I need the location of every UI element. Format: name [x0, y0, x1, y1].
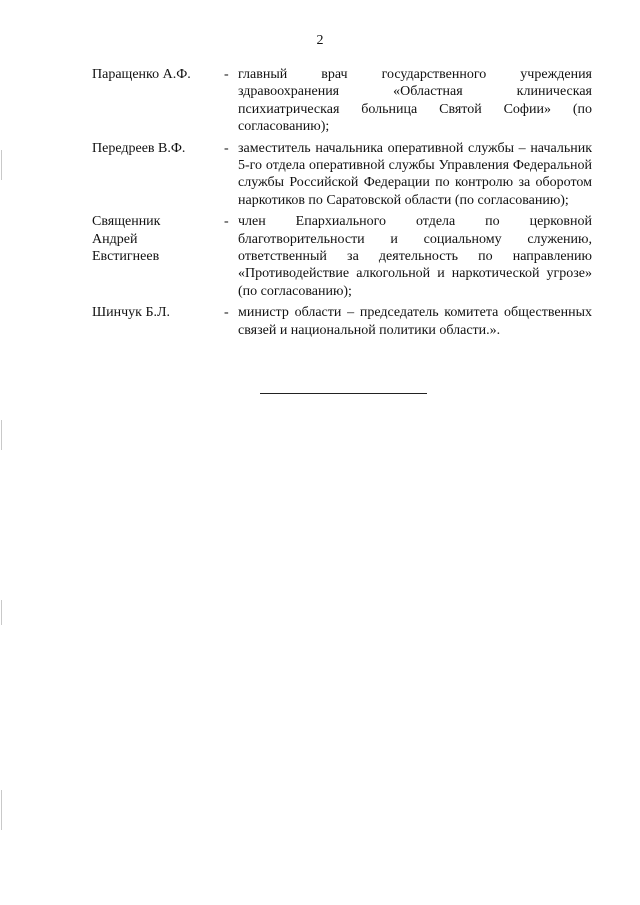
member-name-line: Андрей: [92, 231, 138, 247]
member-name: [92, 304, 224, 321]
member-role: министр области – председатель комитета общественных связей и национальной политики области.».: [238, 305, 592, 338]
entry-dash: -: [224, 140, 229, 156]
member-name-line: Евстигнеев: [92, 249, 160, 265]
entry-dash: -: [224, 67, 229, 82]
scan-edge-mark: [1, 150, 2, 180]
member-role: член Епархиального отдела по церковной благотворительности и социальному служению, ответственный за деятельность по направлению «Противодействие алкогольной и наркотической угрозе» (по согласованию);: [238, 214, 592, 299]
entry-dash: -: [224, 214, 229, 230]
member-entry: [92, 213, 592, 300]
member-name: [92, 66, 224, 83]
member-role: заместитель начальника оперативной службы – начальник 5-го отдела оперативной службы Управления Федеральной службы Российской Федерации по контролю за оборотом наркотиков по Саратовской области (по согласованию);: [238, 140, 592, 208]
scan-edge-mark: [1, 600, 2, 625]
member-role: главный врач государственного учреждения здравоохранения «Областная клиническая психиатрическая больница Святой Софии» (по согласованию);: [238, 67, 592, 135]
member-entry: [92, 304, 592, 339]
member-name-line: Священник: [92, 214, 161, 230]
closing-rule: [260, 393, 427, 394]
entry-dash: -: [224, 305, 229, 321]
page-number: 2: [316, 33, 324, 48]
scan-edge-mark: [1, 790, 2, 830]
member-entry: [92, 140, 592, 210]
member-name: [92, 140, 224, 157]
member-list: [92, 66, 592, 343]
member-name-line: Передреев В.Ф.: [92, 140, 186, 156]
member-name-line: Шинчук Б.Л.: [92, 305, 170, 321]
member-entry: [92, 66, 592, 136]
member-name: [92, 213, 224, 265]
scan-edge-mark: [1, 420, 2, 450]
member-name-line: Паращенко А.Ф.: [92, 67, 191, 82]
